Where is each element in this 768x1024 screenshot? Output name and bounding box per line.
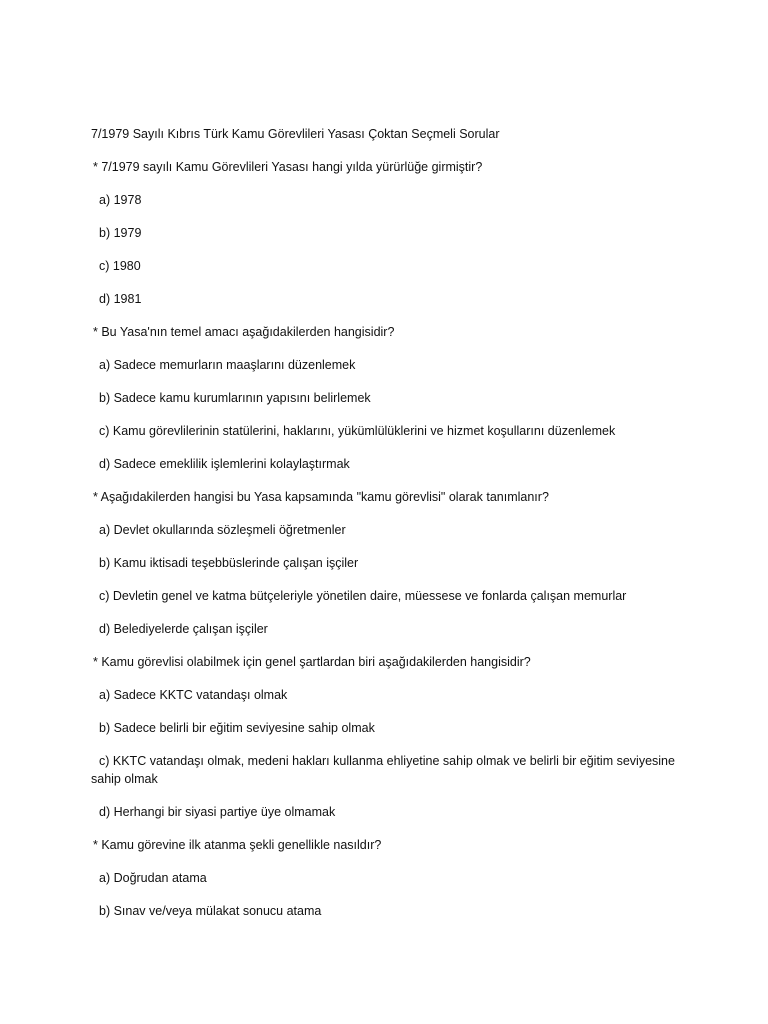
document-title: 7/1979 Sayılı Kıbrıs Türk Kamu Görevlileri Yasası Çoktan Seçmeli Sorular <box>91 127 500 141</box>
option: a) Sadece KKTC vatandaşı olmak <box>99 688 288 702</box>
option-text: c) KKTC vatandaşı olmak, medeni hakları kullanma ehliyetine sahip olmak ve belirli bir eğitim seviyesine sahip olmak <box>91 754 675 786</box>
option: c) 1980 <box>99 259 141 273</box>
option: d) Sadece emeklilik işlemlerini kolaylaştırmak <box>99 457 350 471</box>
option: a) Devlet okullarında sözleşmeli öğretmenler <box>99 523 346 537</box>
option: a) Sadece memurların maaşlarını düzenlemek <box>99 358 356 372</box>
document-body <box>91 125 691 935</box>
question-2: * Bu Yasa'nın temel amacı aşağıdakilerden hangisidir? <box>93 325 395 339</box>
option: b) Kamu iktisadi teşebbüslerinde çalışan işçiler <box>99 556 359 570</box>
option: c) Devletin genel ve katma bütçeleriyle yönetilen daire, müessese ve fonlarda çalışan memurlar <box>99 589 627 603</box>
question-5: * Kamu görevine ilk atanma şekli genellikle nasıldır? <box>93 838 382 852</box>
question-1: * 7/1979 sayılı Kamu Görevlileri Yasası hangi yılda yürürlüğe girmiştir? <box>93 160 483 174</box>
option: d) Herhangi bir siyasi partiye üye olmamak <box>99 805 336 819</box>
question-4: * Kamu görevlisi olabilmek için genel şartlardan biri aşağıdakilerden hangisidir? <box>93 655 531 669</box>
option: b) 1979 <box>99 226 142 240</box>
option: d) 1981 <box>99 292 142 306</box>
question-3: * Aşağıdakilerden hangisi bu Yasa kapsamında "kamu görevlisi" olarak tanımlanır? <box>93 490 549 504</box>
option-wrapped <box>91 752 691 788</box>
option: a) Doğrudan atama <box>99 871 207 885</box>
option: a) 1978 <box>99 193 142 207</box>
option: b) Sadece kamu kurumlarının yapısını belirlemek <box>99 391 371 405</box>
option: d) Belediyelerde çalışan işçiler <box>99 622 268 636</box>
option: b) Sınav ve/veya mülakat sonucu atama <box>99 904 322 918</box>
option: c) Kamu görevlilerinin statülerini, haklarını, yükümlülüklerini ve hizmet koşullarını düzenlemek <box>99 424 616 438</box>
option: b) Sadece belirli bir eğitim seviyesine sahip olmak <box>99 721 375 735</box>
